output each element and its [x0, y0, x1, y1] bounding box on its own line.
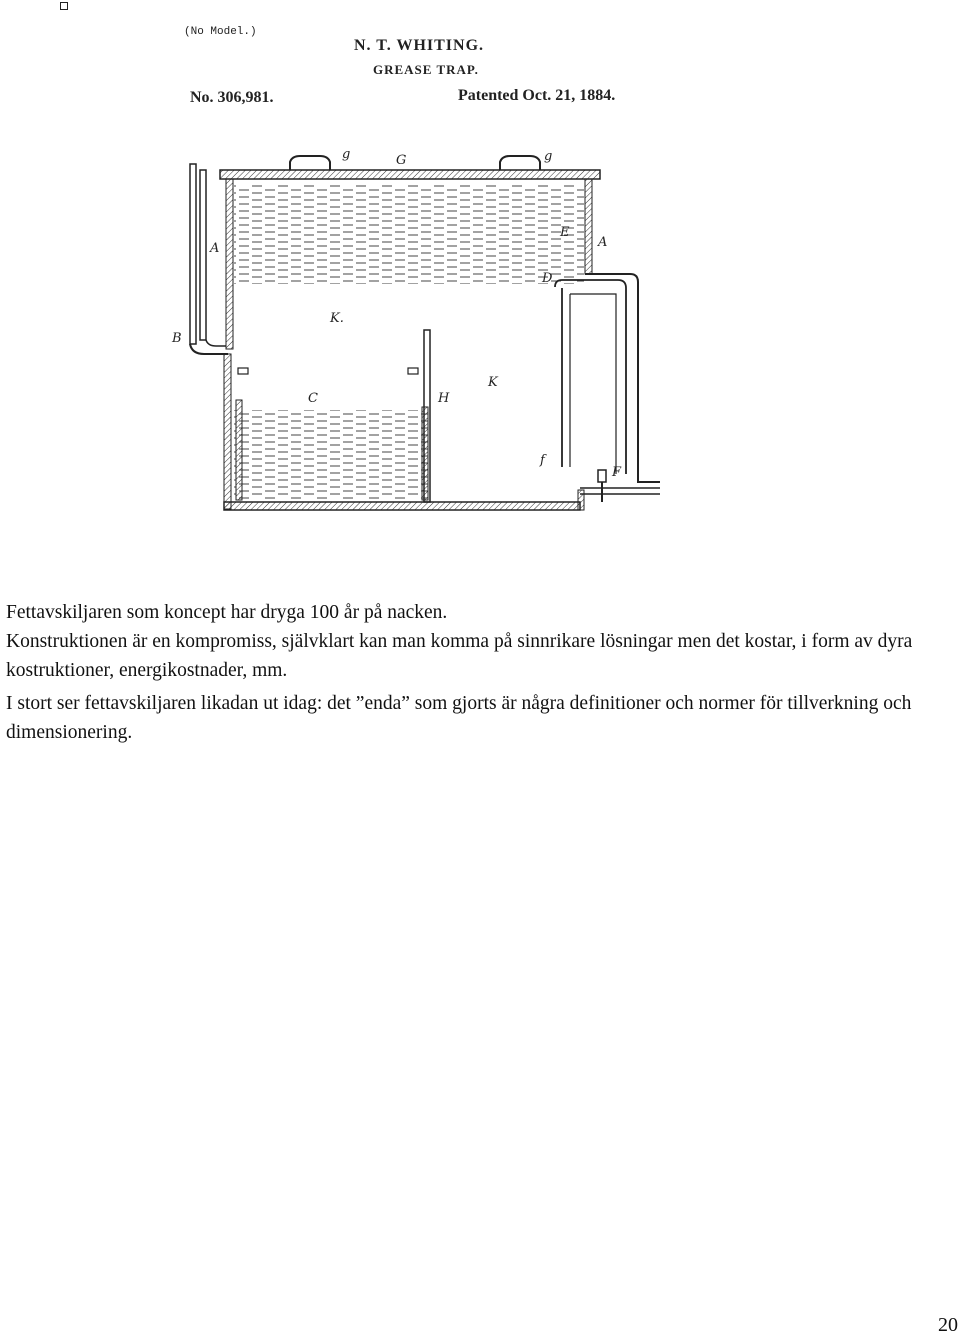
patent-date: Patented Oct. 21, 1884. [458, 87, 616, 104]
inventor-name: N. T. WHITING. [354, 37, 485, 54]
label-K-top: K. [330, 311, 344, 326]
page-number: 20 [938, 1314, 958, 1336]
patent-drawing [160, 12, 680, 520]
corner-marker-icon [60, 2, 68, 10]
label-A-right: A [598, 235, 608, 250]
paragraph-1: Fettavskiljaren som koncept har dryga 100 år på nacken. [6, 602, 448, 623]
label-D: D [542, 271, 553, 286]
label-G: G [396, 153, 407, 168]
body-text [6, 598, 954, 747]
label-K-mid: K [488, 375, 498, 390]
label-B: B [172, 331, 182, 346]
label-A-left: A [210, 241, 220, 256]
paragraph-3: I stort ser fettavskiljaren likadan ut idag: det ”enda” som gjorts är några definitioner och normer för tillverkning och dimensionering. [6, 693, 912, 743]
label-f: f [540, 453, 545, 468]
label-g2: g [544, 149, 553, 164]
label-E: E [560, 225, 570, 240]
model-note: (No Model.) [184, 26, 257, 38]
label-F: F [612, 465, 622, 480]
patent-number: No. 306,981. [190, 89, 274, 106]
label-C: C [308, 391, 318, 406]
drawing-title: GREASE TRAP. [373, 62, 479, 77]
paragraph-2: Konstruktionen är en kompromiss, självklart kan man komma på sinnrikare lösningar men det kostar, i form av dyra kostruktioner, energikostnader, mm. [6, 631, 913, 681]
label-g1: g [342, 147, 351, 162]
label-H: H [438, 391, 450, 406]
